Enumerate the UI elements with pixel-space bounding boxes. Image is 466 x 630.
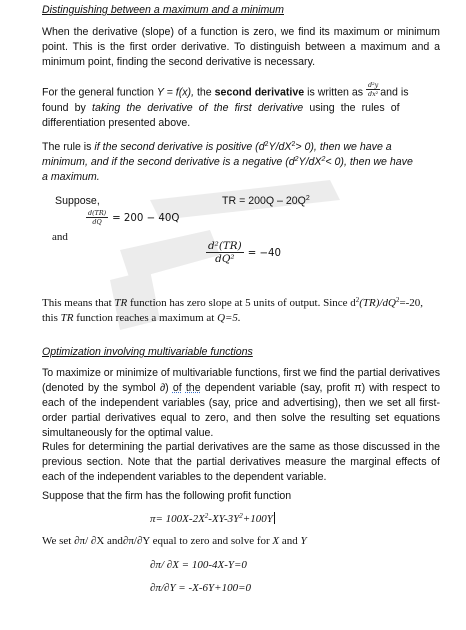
text: Y/dX bbox=[268, 141, 292, 153]
text: This means that bbox=[42, 297, 115, 309]
superscript: 2 bbox=[239, 512, 243, 520]
second-derivative-fraction bbox=[366, 81, 380, 98]
fraction-numerator: d²(TR) bbox=[208, 240, 242, 252]
paragraph-second-derivative-line2 bbox=[42, 101, 440, 116]
paragraph-second-derivative-line3: differentiation presented above. bbox=[42, 117, 191, 129]
text: this bbox=[42, 312, 61, 324]
text: The rule is bbox=[42, 141, 95, 153]
set-equal-instruction bbox=[42, 534, 307, 549]
flagged-word: of bbox=[172, 382, 182, 394]
superscript: 2 bbox=[294, 156, 299, 163]
conclusion-line2 bbox=[42, 311, 241, 326]
fraction-denominator: dx² bbox=[367, 90, 379, 98]
section-heading-multivariable: Optimization involving multivariable functions bbox=[42, 346, 253, 358]
superscript: 2 bbox=[321, 156, 326, 163]
text: and is bbox=[380, 86, 409, 99]
paragraph-partial-derivatives bbox=[42, 366, 440, 441]
text: =-20, bbox=[399, 297, 424, 309]
partial-x-equation: ∂π/ ∂X = 100-4X-Y=0 bbox=[150, 559, 247, 571]
equation-part: π= 100X-2X bbox=[150, 513, 205, 525]
italic-term: Q=5. bbox=[217, 312, 241, 324]
text: function has zero slope at 5 units of output. Since d bbox=[127, 297, 356, 309]
paragraph-rule-line3: a maximum. bbox=[42, 171, 100, 183]
text: Y/dX bbox=[298, 156, 322, 168]
partial-y-equation: ∂π/∂Y = -X-6Y+100=0 bbox=[150, 582, 251, 594]
text: dependent variable (say, profit π) with respect to each of the independent variables (say, price and advertising), then we set all first-order partial derivatives equal to zero, and then solve the resulting set equations simultaneously for the optimal value. bbox=[42, 382, 440, 439]
superscript: 2 bbox=[291, 141, 296, 148]
text: (d bbox=[282, 156, 295, 168]
italic-term: (TR)/dQ bbox=[359, 297, 396, 309]
text-cursor bbox=[274, 512, 275, 524]
text: is written as bbox=[304, 86, 364, 99]
bold-term: second derivative bbox=[214, 86, 305, 99]
paragraph-second-derivative-line1 bbox=[42, 81, 440, 101]
text: then we have bbox=[349, 156, 413, 168]
total-revenue-equation bbox=[222, 194, 310, 209]
superscript: 2 bbox=[305, 195, 310, 202]
fraction-numerator: d²y bbox=[367, 81, 379, 89]
text: For the general function bbox=[42, 86, 157, 99]
italic-phrase: then we have a bbox=[319, 141, 392, 153]
superscript: 2 bbox=[355, 296, 360, 304]
equation-part: +100Y bbox=[242, 513, 273, 525]
equation-rhs: = −40 bbox=[247, 248, 281, 260]
second-derivative-equation bbox=[206, 240, 281, 265]
paragraph-rule-line1 bbox=[42, 140, 442, 155]
paragraph-profit-intro: Suppose that the firm has the following profit function bbox=[42, 490, 292, 502]
paragraph-rule-line2 bbox=[42, 155, 442, 170]
italic-phrase: if the second derivative is positive bbox=[94, 141, 253, 153]
paragraph-first-order: When the derivative (slope) of a function is zero, we find its maximum or minimum point. This is the first order derivative. To distinguish between a maximum and a minimum point, finding the second derivative is necessary. bbox=[42, 26, 440, 68]
text: using the rules of bbox=[303, 102, 400, 114]
equation-text: TR = 200Q – 20Q bbox=[222, 195, 306, 207]
superscript: 2 bbox=[204, 512, 209, 520]
italic-term: Y bbox=[300, 535, 307, 547]
text: the bbox=[194, 86, 215, 99]
text: < 0), bbox=[325, 156, 350, 168]
text: (d bbox=[252, 141, 265, 153]
paragraph-rules: Rules for determining the partial derivatives are the same as those discussed in the previous section. Note that the partial derivatives measure the marginal effects of each of the independent variables to the dependent variable. bbox=[42, 441, 440, 483]
fraction-denominator: dQ² bbox=[215, 253, 235, 265]
text: To maximize or minimize of multivariable functions, first we find the partial derivatives (denoted by the symbol ∂) bbox=[42, 367, 440, 394]
function-notation: Y = f(x), bbox=[156, 86, 195, 99]
text: found by bbox=[42, 102, 92, 114]
equation-part: -XY-3Y bbox=[208, 513, 240, 525]
suppose-label: Suppose, bbox=[55, 195, 100, 207]
text: We set ∂π/ ∂X and∂π/∂Y equal to zero and solve for bbox=[42, 535, 273, 547]
text: > 0), bbox=[295, 141, 320, 153]
superscript: 2 bbox=[395, 296, 400, 304]
italic-term: TR bbox=[114, 297, 128, 309]
fraction-denominator: dQ bbox=[92, 217, 102, 226]
first-derivative-fraction bbox=[86, 209, 108, 226]
flagged-word: the bbox=[185, 382, 201, 394]
second-derivative-fraction-tr bbox=[206, 240, 244, 265]
first-derivative-equation bbox=[86, 208, 179, 226]
italic-term: X bbox=[272, 535, 280, 547]
section-heading-max-min: Distinguishing between a maximum and a minimum bbox=[42, 4, 284, 16]
italic-term: TR bbox=[60, 312, 74, 324]
conclusion-line1 bbox=[42, 296, 446, 311]
text: and bbox=[279, 535, 301, 547]
equation-rhs: = 200 − 40Q bbox=[112, 213, 180, 224]
and-label: and bbox=[52, 231, 68, 243]
profit-function bbox=[150, 512, 275, 527]
fraction-numerator: d(TR) bbox=[88, 208, 107, 217]
text: function reaches a maximum at bbox=[73, 312, 218, 324]
text: minimum, and if the second derivative is a negative bbox=[42, 156, 283, 168]
superscript: 2 bbox=[264, 141, 269, 148]
italic-phrase: taking the derivative of the first derivative bbox=[92, 102, 304, 114]
